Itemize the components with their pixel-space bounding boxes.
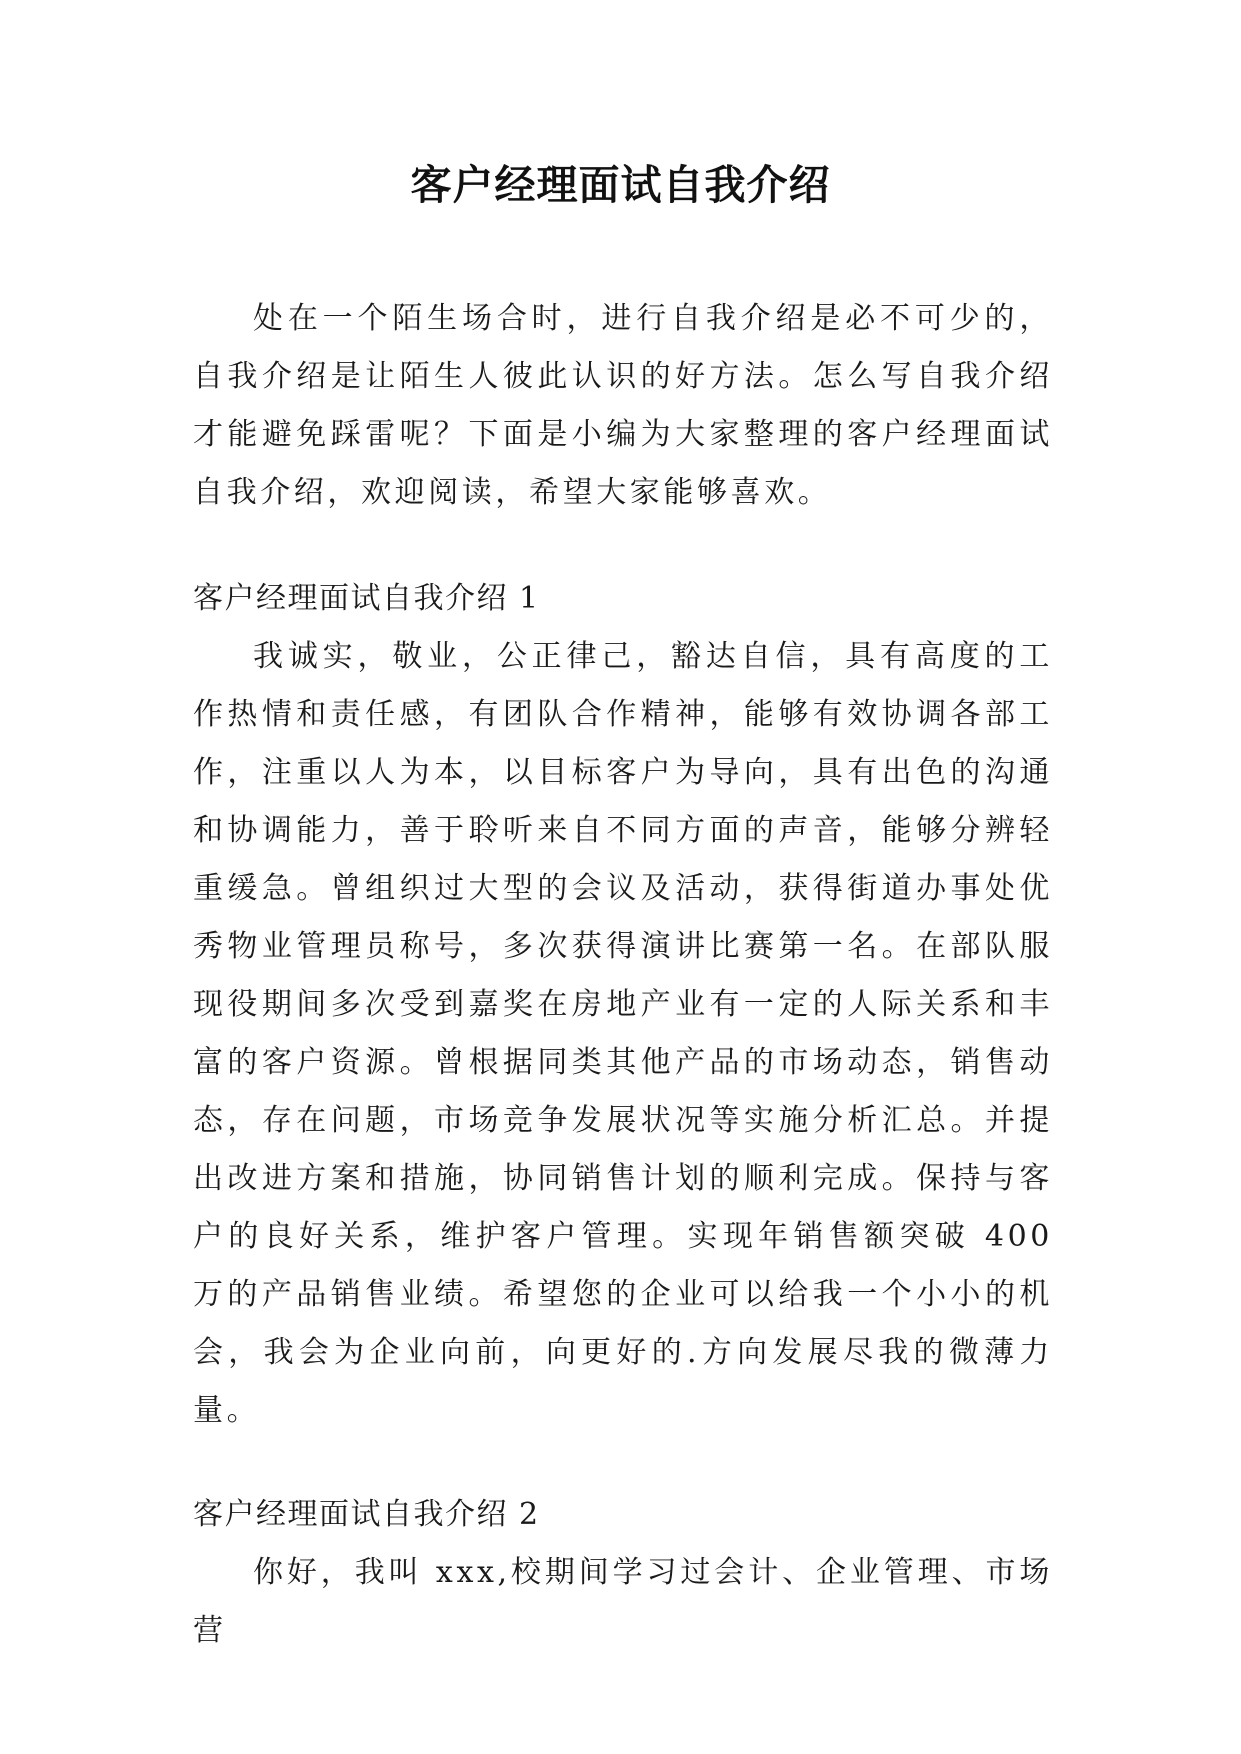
section-heading-2: 客户经理面试自我介绍 2 <box>193 1497 540 1532</box>
section-body-2: 你好，我叫 xxx,校期间学习过会计、企业管理、市场营 <box>193 1555 1053 1648</box>
intro-paragraph: 处在一个陌生场合时，进行自我介绍是必不可少的，自我介绍是让陌生人彼此认识的好方法。怎么写自我介绍才能避免踩雷呢？下面是小编为大家整理的客户经理面试自我介绍，欢迎阅读，希望大家能够喜欢。 <box>193 301 1053 510</box>
page-title: 客户经理面试自我介绍 <box>410 161 831 209</box>
section-heading-1: 客户经理面试自我介绍 1 <box>193 581 540 616</box>
document-body <box>193 290 1053 1660</box>
section-body-1: 我诚实，敬业，公正律己，豁达自信，具有高度的工作热情和责任感，有团队合作精神，能够有效协调各部工作，注重以人为本，以目标客户为导向，具有出色的沟通和协调能力，善于聆听来自不同方面的声音，能够分辨轻重缓急。曾组织过大型的会议及活动，获得街道办事处优秀物业管理员称号，多次获得演讲比赛第一名。在部队服现役期间多次受到嘉奖在房地产业有一定的人际关系和丰富的客户资源。曾根据同类其他产品的市场动态，销售动态，存在问题，市场竞争发展状况等实施分析汇总。并提出改进方案和措施，协同销售计划的顺利完成。保持与客户的良好关系，维护客户管理。实现年销售额突破 400 万的产品销售业绩。希望您的企业可以给我一个小小的机会，我会为企业向前，向更好的.方向发展尽我的微薄力量。 <box>193 639 1053 1428</box>
